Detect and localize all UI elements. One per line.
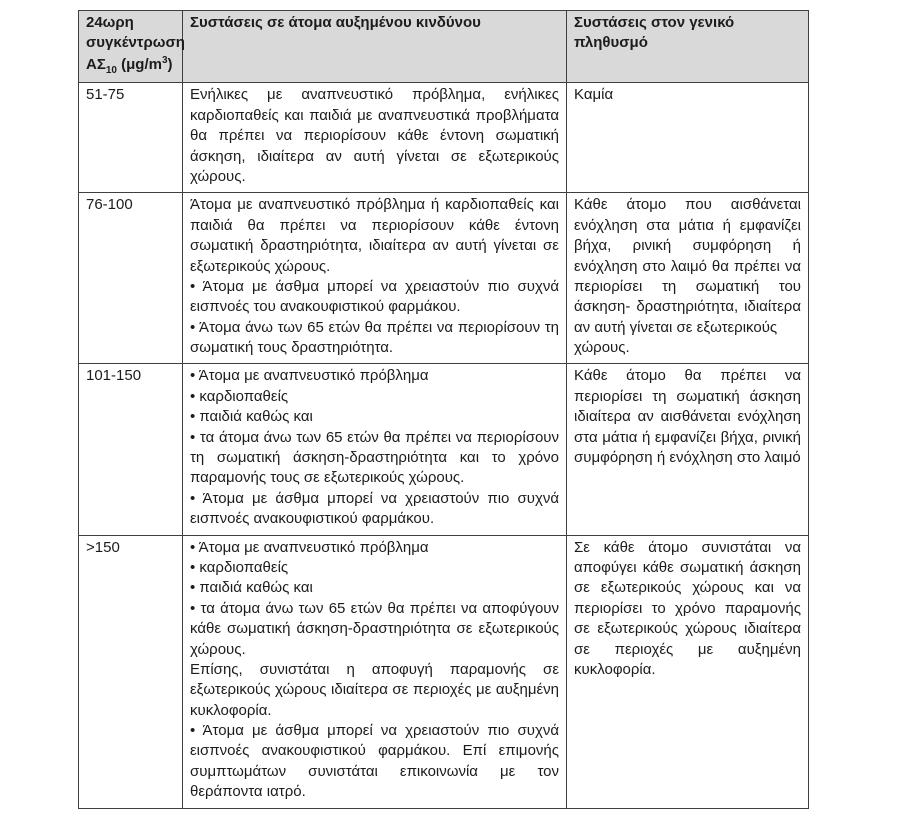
general-recommendations-cell: [567, 83, 809, 193]
table-row: [79, 364, 809, 535]
paragraph: Σε κάθε άτομο συνιστάται να αποφύγει κάθε σωματική άσκηση σε εξωτερικούς χώρους και να περιορίσει το χρόνο παραμονής σε εξωτερικούς χώρους ιδιαίτερα σε περιοχές με αυξημένη κυκλοφορία.: [574, 538, 801, 678]
header-subscript: 10: [105, 64, 117, 76]
risk-recommendations-cell: [183, 364, 567, 535]
header-general-population: Συστάσεις στον γενικό πληθυσμό: [567, 11, 809, 83]
paragraph: • τα άτομα άνω των 65 ετών θα πρέπει να αποφύγουν κάθε σωματική άσκηση-δραστηριότητα σε εξωτερικούς χώρους.: [190, 599, 559, 658]
paragraph: Καμία: [574, 86, 614, 104]
paragraph: Κάθε άτομο που αισθάνεται ενόχληση στα μάτια ή εμφανίζει βήχα, ρινική συμφόρηση ή ενόχληση στο λαιμό θα πρέπει να περιορίσει τη σωματική του άσκηση- δραστηριότητα, ιδιαίτερα αν αυτή γίνεται σε εξωτερικούς: [574, 196, 801, 336]
header-risk-group: Συστάσεις σε άτομα αυξημένου κινδύνου: [183, 11, 567, 83]
table-header-row: [79, 11, 809, 83]
paragraph: • Άτομα με αναπνευστικό πρόβλημα: [190, 367, 429, 385]
header-superscript: 3: [161, 54, 168, 66]
concentration-cell: 76-100: [79, 193, 183, 364]
concentration-cell: 51-75: [79, 83, 183, 193]
header-concentration-text: 24ωρη συγκέντρωση ΑΣ: [86, 14, 185, 73]
table-row: [79, 193, 809, 364]
paragraph: Ενήλικες με αναπνευστικό πρόβλημα, ενήλικες καρδιοπαθείς και παιδιά με αναπνευστικά προβλήματα θα πρέπει να περιορίσουν κάθε έντονη σωματική άσκηση, ιδιαίτερα αν αυτή γίνεται σε εξωτερικούς χώρους.: [190, 86, 559, 185]
pm10-recommendations-table: [78, 10, 809, 809]
paragraph: Άτομα με αναπνευστικό πρόβλημα ή καρδιοπαθείς και παιδιά θα πρέπει να περιορίσουν κάθε έντονη σωματική δραστηριότητα, ιδιαίτερα αν αυτή γίνεται σε εξωτερικούς χώρους.: [190, 196, 559, 275]
paragraph: • παιδιά καθώς και: [190, 579, 313, 597]
paragraph: Κάθε άτομο θα πρέπει να περιορίσει τη σωματική άσκηση ιδιαίτερα αν αισθάνεται ενόχληση στα μάτια ή εμφανίζει βήχα, ρινική συμφόρηση ή ενόχληση στο λαιμό: [574, 367, 801, 467]
paragraph: • καρδιοπαθείς: [190, 387, 289, 405]
paragraph: • Άτομα με άσθμα μπορεί να χρειαστούν πιο συχνά εισπνοές ανακουφιστικού φαρμάκου. Επί επιμονής συμπτωμάτων συνιστάται επικοινωνία με τον θεράποντα ιατρό.: [190, 722, 559, 801]
header-unit-text: (μg/m: [116, 55, 162, 73]
general-recommendations-cell: [567, 193, 809, 364]
concentration-cell: 101-150: [79, 364, 183, 535]
risk-recommendations-cell: [183, 535, 567, 808]
paragraph: • Άτομα με αναπνευστικό πρόβλημα: [190, 538, 429, 556]
paragraph: • τα άτομα άνω των 65 ετών θα πρέπει να περιορίσουν τη σωματική άσκηση-δραστηριότητα και το χρόνο παραμονής τους σε εξωτερικούς χώρους.: [190, 428, 559, 487]
header-unit-close: ): [167, 55, 173, 73]
general-recommendations-cell: [567, 364, 809, 535]
table-row: [79, 535, 809, 808]
risk-recommendations-cell: [183, 83, 567, 193]
header-concentration: [79, 11, 183, 83]
paragraph: • Άτομα άνω των 65 ετών θα πρέπει να περιορίσουν τη σωματική τους δραστηριότητα.: [190, 318, 559, 357]
table-row: [79, 83, 809, 193]
paragraph: χώρους.: [574, 339, 630, 357]
paragraph: • Άτομα με άσθμα μπορεί να χρειαστούν πιο συχνά εισπνοές ανακουφιστικού φαρμάκου.: [190, 489, 559, 528]
general-recommendations-cell: [567, 535, 809, 808]
paragraph: • Άτομα με άσθμα μπορεί να χρειαστούν πιο συχνά εισπνοές του ανακουφιστικού φαρμάκου.: [190, 277, 559, 316]
concentration-cell: >150: [79, 535, 183, 808]
paragraph: Επίσης, συνιστάται η αποφυγή παραμονής σε εξωτερικούς χώρους ιδιαίτερα σε περιοχές με αυξημένη κυκλοφορία.: [190, 660, 559, 719]
paragraph: • παιδιά καθώς και: [190, 408, 313, 426]
paragraph: • καρδιοπαθείς: [190, 558, 289, 576]
risk-recommendations-cell: [183, 193, 567, 364]
